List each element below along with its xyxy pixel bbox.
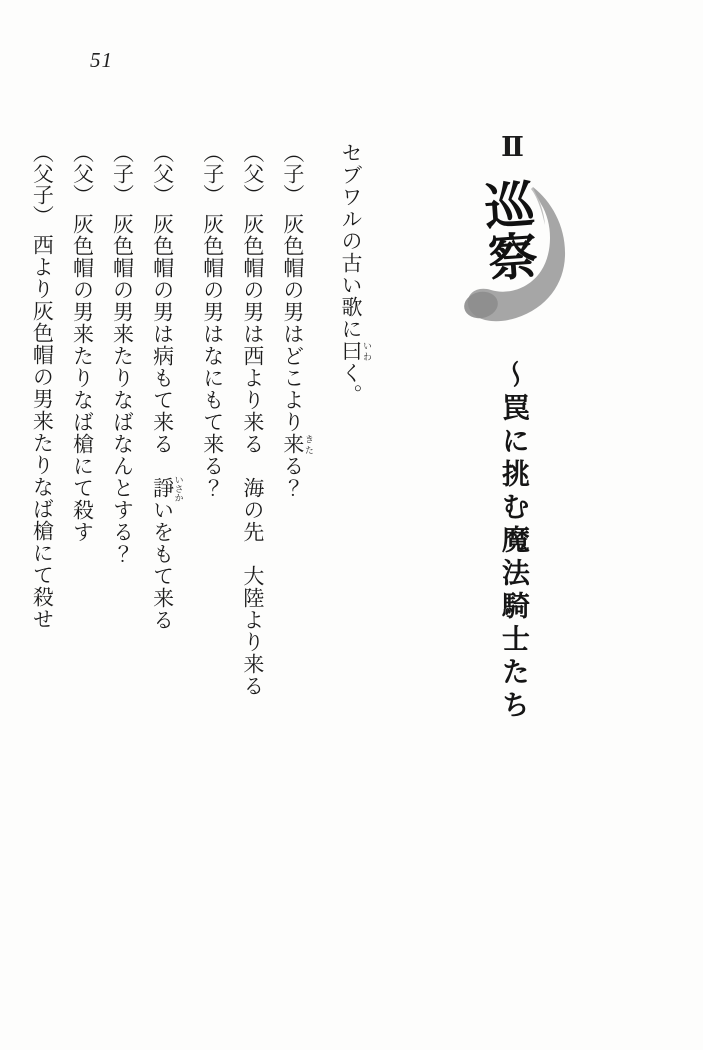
poem-line-text: 西より灰色帽の男来たりなば槍にて殺せ [30,234,55,631]
poem-line-text: 灰色帽の男は西より来る 海の先 大陸より来る [240,213,265,698]
poem-line [201,142,224,697]
poem-intro-text: セブワルの古い歌に曰 いわく。 [339,142,372,406]
page-number: 51 [90,48,113,72]
poem-block [13,142,372,697]
chapter-title-calligraphy [445,175,580,343]
poem-line [70,142,93,697]
speaker-label: （父） [240,142,265,205]
speaker-label: （子） [110,142,135,205]
poem-line-text: 灰色帽の男はどこより来 きたる？ [280,213,314,500]
speaker-label: （父） [150,142,175,205]
poem-line [151,142,184,697]
chapter-heading [445,134,580,734]
poem-line [281,142,314,697]
speaker-label: （子） [280,142,305,205]
poem-line [241,142,264,697]
poem-intro-line [339,142,372,697]
chapter-subtitle: ～罠に挑む魔法騎士たち [497,360,529,723]
chapter-title: 巡察 [475,177,539,285]
poem-line [110,142,133,697]
poem-line-text: 灰色帽の男来たりなば槍にて殺す [70,213,95,544]
poem-line-text: 灰色帽の男はなにもて来る？ [200,213,225,500]
chapter-number: Ⅱ [501,132,524,162]
speaker-label: （子） [200,142,225,205]
poem-line-text: 灰色帽の男来たりなばなんとする？ [110,213,135,566]
speaker-label: （父） [70,142,95,205]
poem-line-text: 灰色帽の男は病もて来る 諍 いさかいをもて来る [150,213,184,632]
poem-line [30,142,53,697]
speaker-label: （父子） [30,142,55,226]
